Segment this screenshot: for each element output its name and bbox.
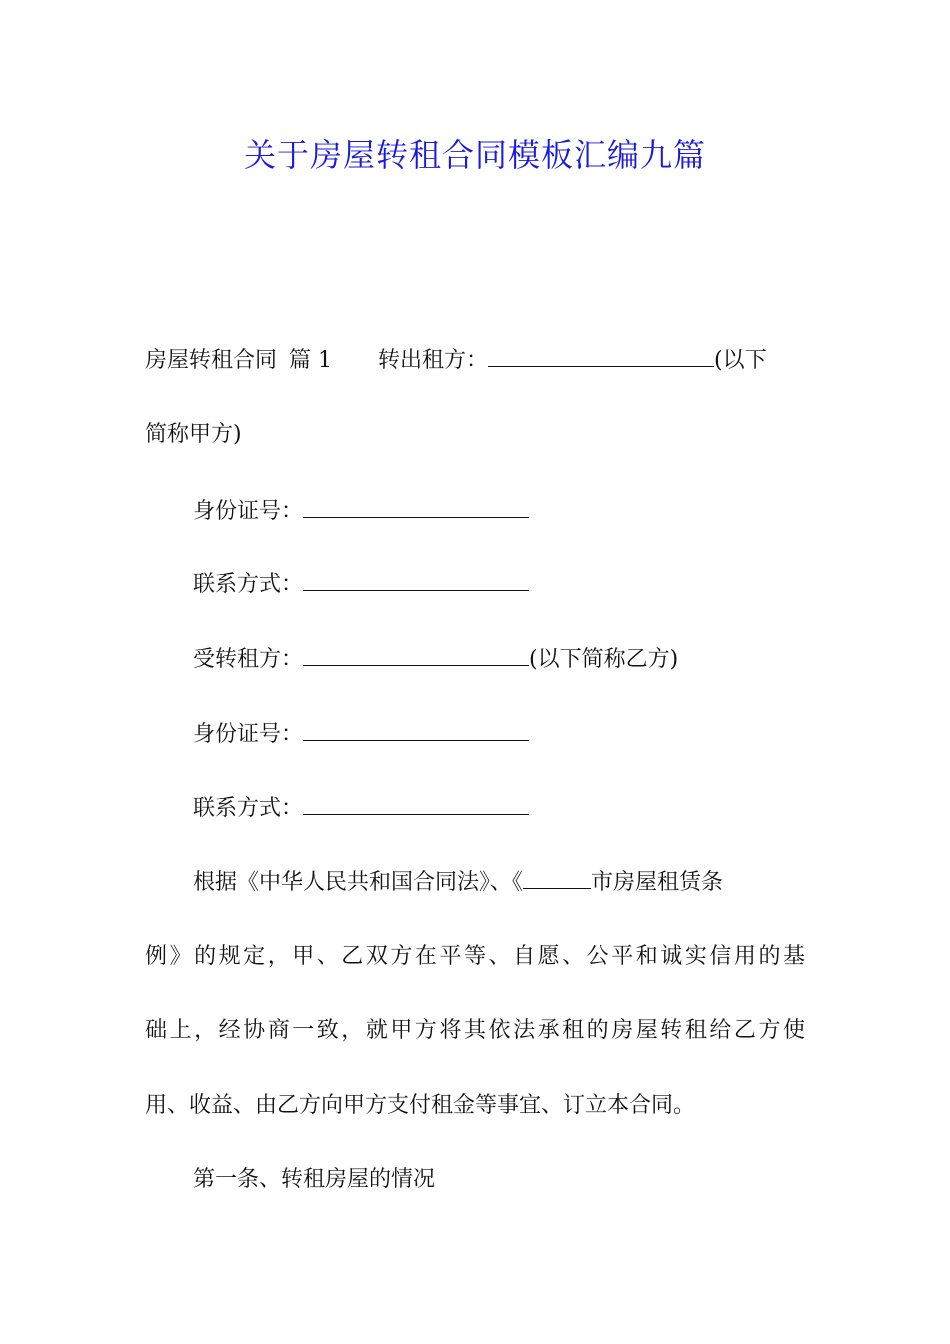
id-blank-b <box>303 718 529 741</box>
heading-line <box>145 344 767 376</box>
id-label-a: 身份证号： <box>193 499 304 524</box>
heading-line-2: 简称甲方) <box>145 422 242 447</box>
paragraph-1-line-4: 用、收益、由乙方向甲方支付租金等事宜、订立本合同。 <box>145 1093 696 1118</box>
contact-line-b <box>193 792 529 824</box>
contact-line-a <box>193 568 529 600</box>
id-blank-a <box>303 495 529 518</box>
contact-label-b: 联系方式： <box>193 796 304 821</box>
lessor-suffix: (以下 <box>714 348 767 373</box>
sublessee-suffix: (以下简称乙方) <box>529 647 679 672</box>
id-label-b: 身份证号： <box>193 722 304 747</box>
para1-line2: 例》的规定，甲、乙双方在平等、自愿、公平和诚实信用的基 <box>145 944 805 969</box>
sublessee-label: 受转租方： <box>193 647 304 672</box>
id-line-a <box>193 495 529 527</box>
lessor-label: 转出租方： <box>378 348 489 373</box>
contract-name: 房屋转租合同 <box>145 348 278 373</box>
lessor-name-blank <box>488 344 714 367</box>
para1-line1-a: 根据《中华人民共和国合同法》、《 <box>193 870 524 895</box>
sublessee-line <box>193 643 678 675</box>
paragraph-1-line-3 <box>145 1016 805 1046</box>
para1-line3: 础上，经协商一致，就甲方将其依法承租的房屋转租给乙方使 <box>145 1018 805 1043</box>
id-line-b <box>193 718 529 750</box>
paragraph-1-line-1 <box>193 866 723 898</box>
document-title: 关于房屋转租合同模板汇编九篇 <box>243 136 706 174</box>
section-number: 篇 1 <box>289 348 333 373</box>
city-blank <box>523 866 591 889</box>
paragraph-1-line-2 <box>145 942 805 972</box>
article-1-heading: 第一条、转租房屋的情况 <box>193 1167 436 1192</box>
contact-label-a: 联系方式： <box>193 572 304 597</box>
contact-blank-b <box>303 792 529 815</box>
para1-line1-b: 市房屋租赁条 <box>591 870 724 895</box>
contact-blank-a <box>303 568 529 591</box>
sublessee-blank <box>303 643 529 666</box>
